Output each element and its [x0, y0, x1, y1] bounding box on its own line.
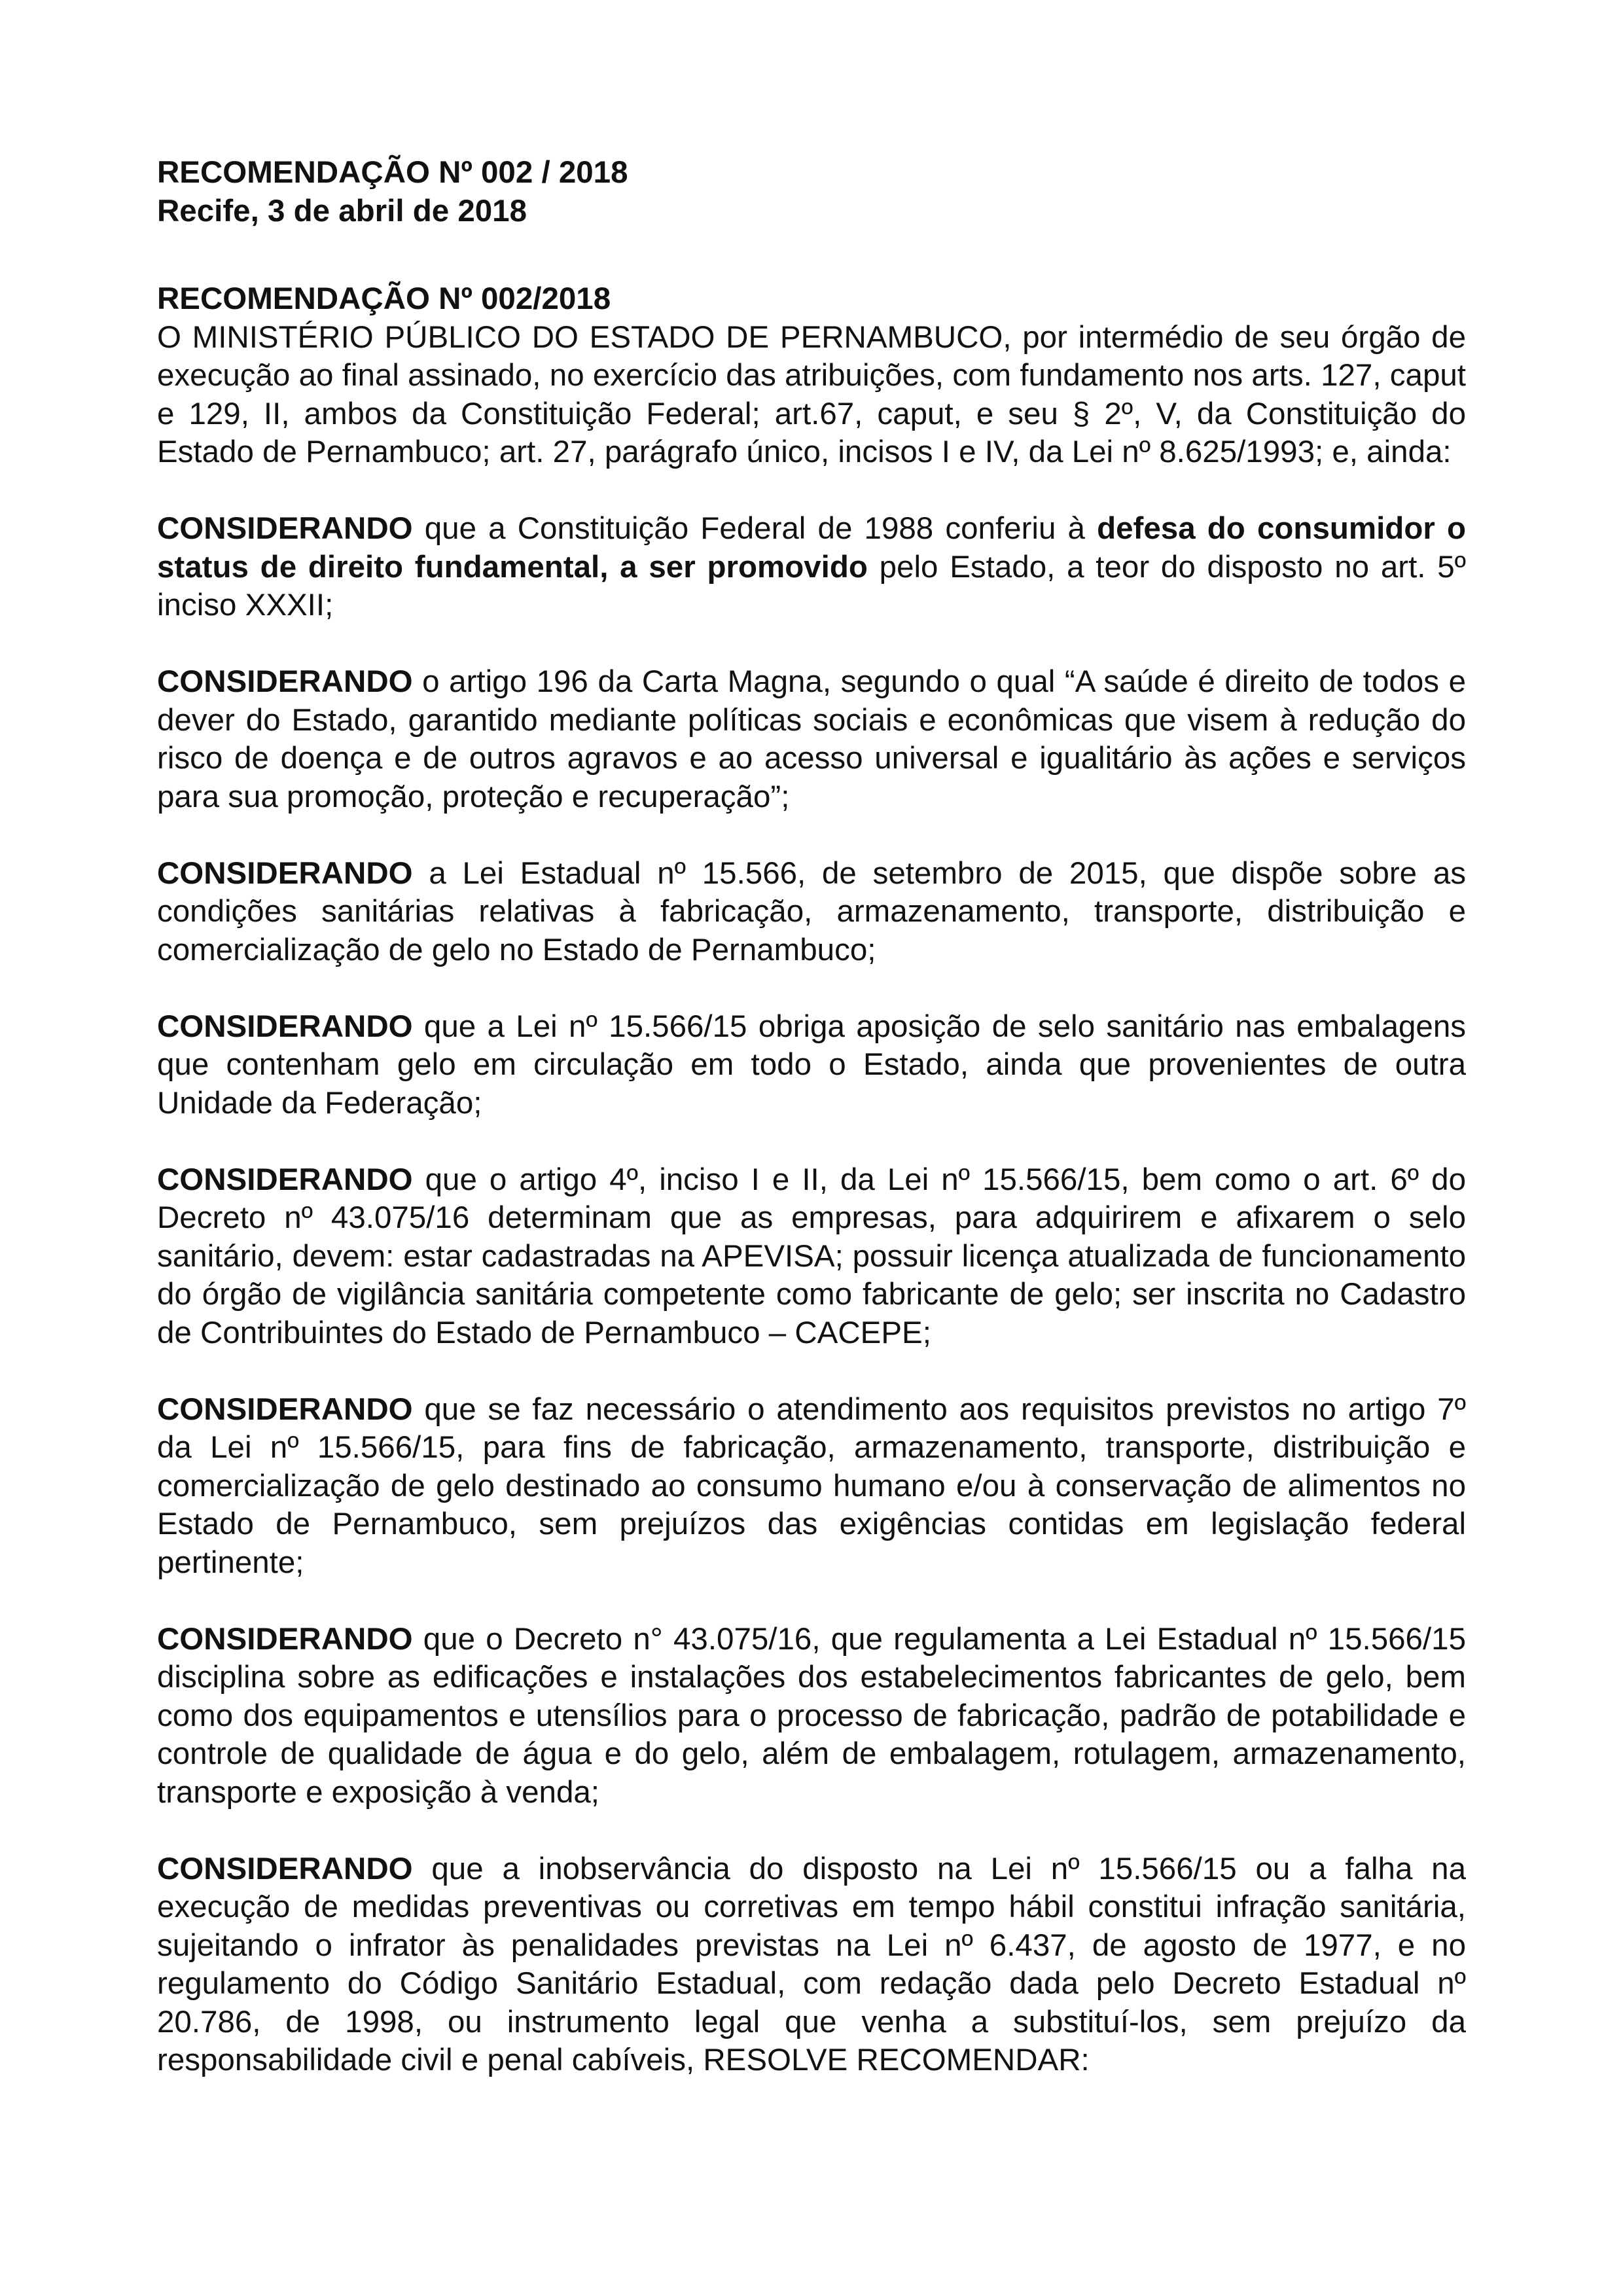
considerando-keyword: CONSIDERANDO: [157, 664, 413, 699]
considerando-paragraph-5: [157, 1161, 1466, 1353]
paragraph-text: a Lei Estadual nº 15.566, de setembro de 2015, que dispõe sobre as condições sanitárias relativas à fabricação, armazenamento, transporte, distribuição e comercialização de gelo no Estado de Pernambuco;: [157, 855, 1466, 967]
paragraph-text: que a inobservância do disposto na Lei nº 15.566/15 ou a falha na execução de medidas preventivas ou corretivas em tempo hábil constitui infração sanitária, sujeitando o infrator às penalidades previstas na Lei nº 6.437, de agosto de 1977, e no regulamento do Código Sanitário Estadual, com redação dada pelo Decreto Estadual nº 20.786, de 1998, ou instrumento legal que venha a substituí-los, sem prejuízo da responsabilidade civil e penal cabíveis, RESOLVE RECOMENDAR:: [157, 1851, 1466, 2077]
paragraph-text: que a Constituição Federal de 1988 conferiu à: [412, 511, 1097, 546]
intro-paragraph: O MINISTÉRIO PÚBLICO DO ESTADO DE PERNAMBUCO, por intermédio de seu órgão de execução ao final assinado, no exercício das atribuições, com fundamento nos arts. 127, caput e 129, II, ambos da Constituição Federal; art.67, caput, e seu § 2º, V, da Constituição do Estado de Pernambuco; art. 27, parágrafo único, incisos I e IV, da Lei nº 8.625/1993; e, ainda:: [157, 319, 1466, 469]
considerando-keyword: CONSIDERANDO: [157, 1621, 413, 1657]
considerando-keyword: CONSIDERANDO: [157, 1162, 413, 1197]
considerando-keyword: CONSIDERANDO: [157, 1851, 413, 1886]
document-subtitle: RECOMENDAÇÃO Nº 002/2018: [157, 281, 611, 316]
paragraph-text: que o artigo 4º, inciso I e II, da Lei nº 15.566/15, bem como o art. 6º do Decreto nº 43.075/16 determinam que as empresas, para adquirirem e afixarem o selo sanitário, devem: estar cadastradas na APEVISA; possuir licença atualizada de funcionamento do órgão de vigilância sanitária competente como fabricante de gelo; ser inscrita no Cadastro de Contribuintes do Estado de Pernambuco – CACEPE;: [157, 1162, 1466, 1350]
considerando-paragraph-7: [157, 1621, 1466, 1812]
considerando-paragraph-3: [157, 855, 1466, 970]
paragraph-bold-text: defesa do consumidor o status de direito fundamental, a ser promovido: [157, 511, 1467, 584]
paragraph-text: o artigo 196 da Carta Magna, segundo o qual “A saúde é direito de todos e dever do Estado, garantido mediante políticas sociais e econômicas que visem à redução do risco de doença e de outros agravos e ao acesso universal e igualitário às ações e serviços para sua promoção, proteção e recuperação”;: [157, 664, 1466, 814]
document-title: RECOMENDAÇÃO Nº 002 / 2018: [157, 155, 628, 190]
considerando-keyword: CONSIDERANDO: [157, 511, 413, 546]
considerando-keyword: CONSIDERANDO: [157, 1391, 413, 1427]
considerando-paragraph-1: [157, 510, 1466, 625]
document-page: [157, 154, 1466, 2080]
considerando-keyword: CONSIDERANDO: [157, 1009, 413, 1044]
paragraph-text: que o Decreto n° 43.075/16, que regulamenta a Lei Estadual nº 15.566/15 disciplina sobre as edificações e instalações dos estabelecimentos fabricantes de gelo, bem como dos equipamentos e utensílios para o processo de fabricação, padrão de potabilidade e controle de qualidade de água e do gelo, além de embalagem, rotulagem, armazenamento, transporte e exposição à venda;: [157, 1621, 1466, 1810]
considerando-paragraph-2: [157, 663, 1466, 816]
paragraph-text: pelo Estado, a teor do disposto no art. 5º inciso XXXII;: [157, 549, 1467, 622]
considerando-paragraph-6: [157, 1391, 1466, 1583]
paragraph-text: que a Lei nº 15.566/15 obriga aposição de selo sanitário nas embalagens que contenham gelo em circulação em todo o Estado, ainda que provenientes de outra Unidade da Federação;: [157, 1009, 1466, 1121]
considerando-paragraph-4: [157, 1008, 1466, 1123]
document-date: Recife, 3 de abril de 2018: [157, 193, 527, 228]
considerando-keyword: CONSIDERANDO: [157, 855, 413, 891]
considerando-paragraph-8: [157, 1850, 1466, 2080]
paragraph-text: que se faz necessário o atendimento aos requisitos previstos no artigo 7º da Lei nº 15.566/15, para fins de fabricação, armazenamento, transporte, distribuição e comercialização de gelo destinado ao consumo humano e/ou à conservação de alimentos no Estado de Pernambuco, sem prejuízos das exigências contidas em legislação federal pertinente;: [157, 1391, 1466, 1580]
